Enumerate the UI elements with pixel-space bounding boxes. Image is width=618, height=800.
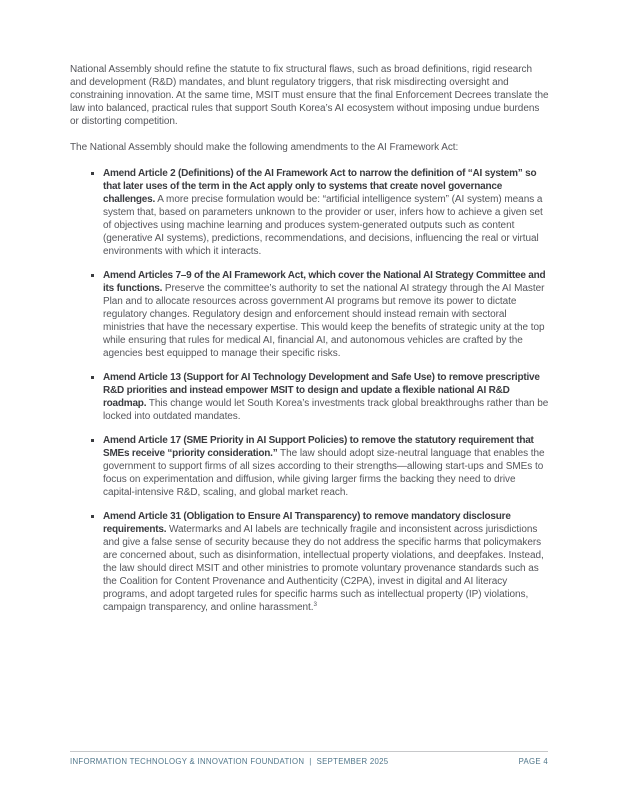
list-item-articles-7-9 [70, 269, 549, 360]
bullet-bold-lead: Amend Articles 7–9 of the AI Framework Act, which cover the National AI Strategy Committee and its functions. [103, 270, 546, 294]
bullet-body-text: A more precise formulation would be: “artificial intelligence system” (AI system) means a system that, based on parameters unknown to the provider or user, infers how to achieve a given set of objectives using machine learning and produces system-generated outputs such as content (generative AI systems), predictions, recommendations, and decisions, influencing the real or virtual environments with which it interacts. [103, 194, 543, 257]
bullet-bold-lead: Amend Article 31 (Obligation to Ensure AI Transparency) to remove mandatory disclosure requirements. [103, 511, 511, 535]
footer-date: SEPTEMBER 2025 [316, 757, 389, 766]
footer-divider [70, 751, 548, 752]
footer-page-number: PAGE 4 [518, 757, 548, 766]
page-footer [70, 757, 548, 766]
bullet-bold-lead: Amend Article 2 (Definitions) of the AI Framework Act to narrow the definition of “AI system” so that later uses of the term in the Act apply only to systems that create novel governance challenges. [103, 168, 537, 205]
list-item-article-17 [70, 434, 549, 499]
bullet-body-text: The law should adopt size-neutral language that enables the government to support firms of all sizes according to their strengths—allowing start-ups and SMEs to focus on experimentation and diffusion, while giving larger firms the backing they need to drive capital-intensive R&D, scaling, and global market reach. [103, 448, 545, 498]
page-content [70, 63, 549, 625]
footer-separator: | [309, 757, 312, 766]
bullet-body-text: This change would let South Korea’s investments track global breakthroughs rather than be locked into outdated mandates. [103, 398, 549, 422]
bullet-bold-lead: Amend Article 17 (SME Priority in AI Support Policies) to remove the statutory requirement that SMEs receive “priority consideration.” [103, 435, 534, 459]
bullet-body-text: Watermarks and AI labels are technically fragile and inconsistent across jurisdictions and give a false sense of security because they do not address the specific harms that policymakers are concerned about, such as disinformation, intellectual property violations, and deepfakes. Instead, the law should direct MSIT and other ministries to promote voluntary provenance standards such as the Coalition for Content Provenance and Authenticity (C2PA), invest in digital and AI literacy programs, and adopt targeted rules for specific harms such as intellectual property (IP) violations, campaign transparency, and online harassment. [103, 524, 544, 613]
paragraph-amendments-lead: The National Assembly should make the following amendments to the AI Framework Act: [70, 142, 459, 153]
bullet-bold-lead: Amend Article 13 (Support for AI Technology Development and Safe Use) to remove prescriptive R&D priorities and instead empower MSIT to design and update a flexible national AI R&D roadmap. [103, 372, 540, 409]
amendment-list [70, 167, 549, 614]
list-item-article-13 [70, 371, 549, 423]
footer-org-date [70, 757, 388, 766]
footnote-marker: 3 [313, 601, 317, 608]
bullet-body-text: Preserve the committee’s authority to set the national AI strategy through the AI Master Plan and to allocate resources across government AI programs but remove its power to dictate regulatory changes. Regulatory design and enforcement should instead remain with sectoral ministries that have the necessary expertise. This would keep the benefits of strategic unity at the top while ensuring that rules for medical AI, financial AI, and autonomous vehicles are crafted by the agencies best equipped to manage their specific risks. [103, 283, 545, 359]
list-item-article-2 [70, 167, 549, 258]
list-item-article-31 [70, 510, 549, 614]
footer-org: INFORMATION TECHNOLOGY & INNOVATION FOUNDATION [70, 757, 305, 766]
paragraph-intro: National Assembly should refine the statute to fix structural flaws, such as broad definitions, rigid research and development (R&D) mandates, and blunt regulatory triggers, that risk misdirecting oversight and constraining innovation. At the same time, MSIT must ensure that the final Enforcement Decrees translate the law into balanced, practical rules that support South Korea’s AI ecosystem without imposing undue burdens or distorting competition. [70, 64, 549, 127]
